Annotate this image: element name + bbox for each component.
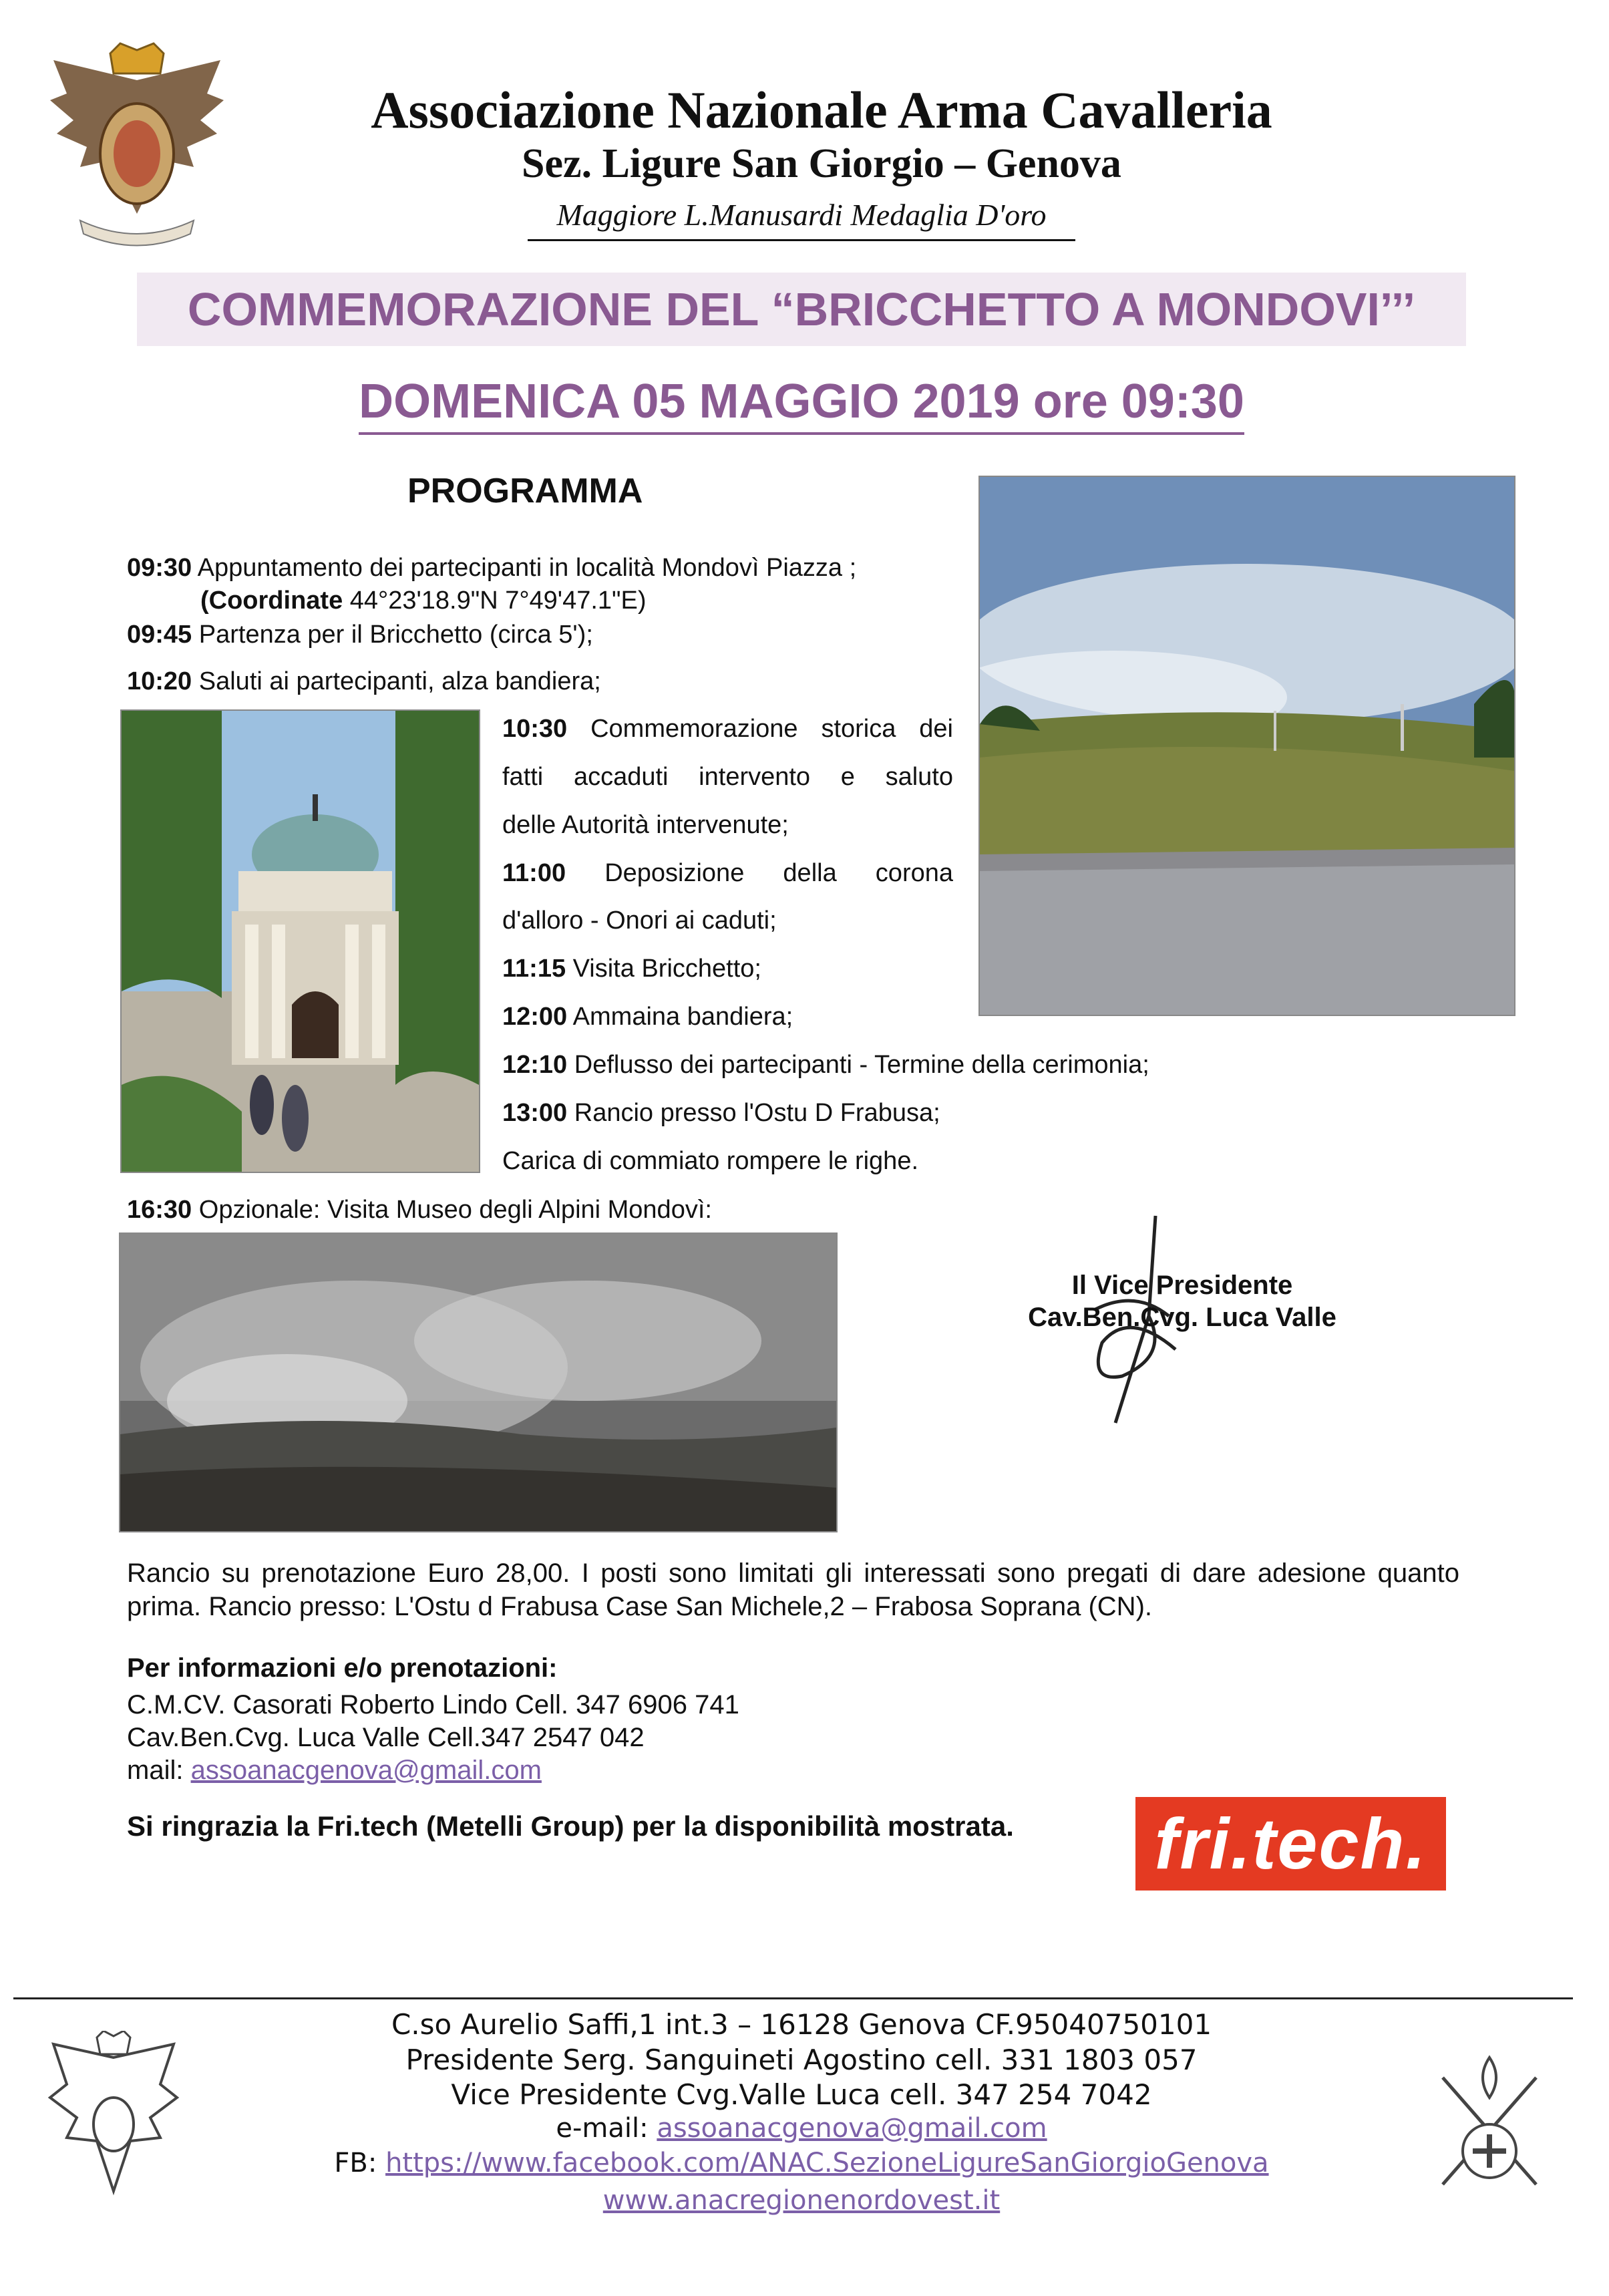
programma-text: Opzionale: Visita Museo degli Alpini Mondovì: (192, 1196, 712, 1224)
programma-time: 11:00 (502, 859, 566, 887)
programma-text: Saluti ai partecipanti, alza bandiera; (192, 667, 601, 695)
footer-email-label: e-mail: (556, 2113, 657, 2144)
eagle-emblem (47, 2031, 180, 2204)
programma-item (127, 549, 856, 587)
rancio-note: Rancio su prenotazione Euro 28,00. I posti sono limitati gli interessati sono pregati di dare adesione quanto prima. Rancio presso: L'Ostu d Frabusa Case San Michele,2 – Frabosa Soprana (CN). (127, 1559, 1459, 1621)
programma-time: 13:00 (502, 1099, 568, 1127)
programma-item (502, 705, 953, 753)
programma-text: Commemorazione storica dei (567, 715, 953, 743)
programma-text: d'alloro - Onori ai caduti; (502, 907, 777, 935)
programma-item (502, 998, 793, 1035)
mausoleum-photo (120, 709, 480, 1173)
programma-time: 09:45 (127, 621, 192, 649)
programma-text: fatti accaduti intervento e saluto (502, 763, 953, 791)
signature-role: Il Vice Presidente (1071, 1271, 1293, 1300)
programma-item (127, 663, 601, 700)
programma-time: 12:00 (502, 1003, 568, 1031)
contact-line: Cav.Ben.Cvg. Luca Valle Cell.347 2547 042 (127, 1723, 645, 1752)
signature-name: Cav.Ben.Cvg. Luca Valle (1028, 1303, 1336, 1332)
programma-time: 10:30 (502, 715, 568, 743)
programma-text: Visita Bricchetto; (566, 955, 761, 983)
footer-web (267, 2183, 1336, 2218)
programma-time: 10:20 (127, 667, 192, 695)
programma-time: 16:30 (127, 1196, 192, 1224)
programma-time: (Coordinate (200, 587, 343, 615)
programma-text: Ammaina bandiera; (567, 1003, 793, 1031)
event-date (334, 374, 1269, 429)
programma-text: 44°23'18.9"N 7°49'47.1"E) (343, 587, 647, 615)
programma-text: Deflusso dei partecipanti - Termine della cerimonia; (567, 1051, 1149, 1079)
sponsor-thanks: Si ringrazia la Fri.tech (Metelli Group) per la disponibilità mostrata. (127, 1810, 1014, 1842)
event-title: COMMEMORAZIONE DEL “BRICCHETTO A MONDOVI’’’ (137, 273, 1466, 346)
footer-email (267, 2111, 1336, 2146)
programma-item (502, 849, 953, 897)
programma-item (502, 1046, 1149, 1084)
programma-time: 12:10 (502, 1051, 568, 1079)
event-date-text: DOMENICA 05 MAGGIO 2019 ore 09:30 (359, 375, 1244, 435)
footer-president: Presidente Serg. Sanguineti Agostino cell. 331 1803 057 (405, 2043, 1198, 2076)
dedication: Maggiore L.Manusardi Medaglia D'oro (528, 197, 1075, 241)
footer-divider (13, 1997, 1573, 1999)
footer-web-link[interactable]: www.anacregionenordovest.it (602, 2185, 1001, 2216)
section-name: Sez. Ligure San Giorgio – Genova (522, 141, 1121, 186)
programma-time: 09:30 (127, 554, 192, 582)
info-heading: Per informazioni e/o prenotazioni: (127, 1653, 558, 1683)
programma-time: 11:15 (502, 955, 566, 983)
org-name: Associazione Nazionale Arma Cavalleria (371, 81, 1272, 139)
mail-label: mail: (127, 1756, 191, 1785)
cavalry-emblem (1429, 2051, 1550, 2204)
footer-vice: Vice Presidente Cvg.Valle Luca cell. 347 254 7042 (451, 2078, 1152, 2111)
programma-text: delle Autorità intervenute; (502, 811, 789, 839)
programma-item (200, 582, 647, 619)
programma-item (127, 1191, 712, 1228)
programma-item (502, 1142, 918, 1180)
programma-text: Partenza per il Bricchetto (circa 5'); (192, 621, 593, 649)
programma-text: Carica di commiato rompere le righe. (502, 1147, 919, 1175)
programma-item (502, 902, 777, 939)
mail-line (127, 1754, 542, 1786)
contact-line: C.M.CV. Casorati Roberto Lindo Cell. 347 6906 741 (127, 1690, 739, 1719)
footer-email-link[interactable]: assoanacgenova@gmail.com (657, 2113, 1047, 2144)
programma-text: Appuntamento dei partecipanti in località Mondovì Piazza ; (192, 554, 857, 582)
coat-of-arms-logo (40, 40, 234, 254)
programma-item (127, 616, 593, 653)
programma-item (502, 1094, 940, 1132)
mail-link[interactable]: assoanacgenova@gmail.com (190, 1756, 542, 1785)
programma-text: Rancio presso l'Ostu D Frabusa; (567, 1099, 940, 1127)
programma-item (502, 806, 789, 844)
signature-block (995, 1269, 1369, 1333)
field-photo (978, 476, 1515, 1016)
footer-fb-label: FB: (334, 2148, 386, 2178)
programma-item (502, 753, 953, 801)
battle-engraving (119, 1233, 838, 1532)
programma-item (502, 950, 761, 987)
footer-address: C.so Aurelio Saffi,1 int.3 – 16128 Genova CF.95040750101 (391, 2008, 1212, 2041)
fritech-logo: fri.tech. (1135, 1797, 1446, 1891)
programma-text: Deposizione della corona (566, 859, 953, 887)
footer-fb-link[interactable]: https://www.facebook.com/ANAC.SezioneLigureSanGiorgioGenova (385, 2148, 1269, 2178)
programma-heading: PROGRAMMA (407, 472, 643, 510)
footer-fb (200, 2146, 1403, 2180)
